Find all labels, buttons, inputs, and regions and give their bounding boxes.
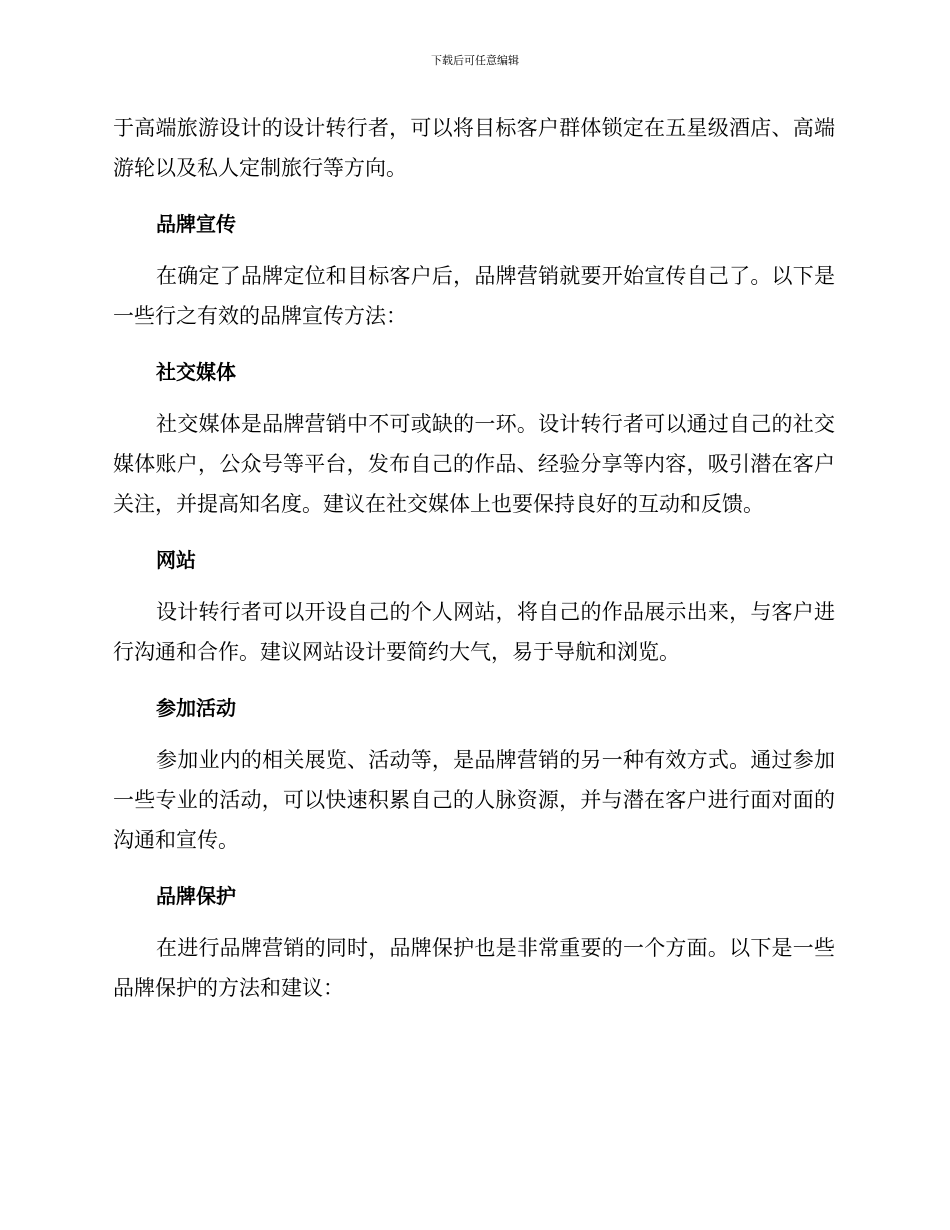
paragraph-website: 设计转行者可以开设自己的个人网站，将自己的作品展示出来，与客户进行沟通和合作。建议网站设计要简约大气，易于导航和浏览。 bbox=[113, 600, 835, 664]
paragraph-brand-protection: 在进行品牌营销的同时，品牌保护也是非常重要的一个方面。以下是一些品牌保护的方法和建议： bbox=[113, 936, 835, 1000]
paragraph-brand-promotion: 在确定了品牌定位和目标客户后，品牌营销就要开始宣传自己了。以下是一些行之有效的品牌宣传方法： bbox=[113, 264, 835, 328]
document-body bbox=[113, 108, 835, 1008]
paragraph-social-media: 社交媒体是品牌营销中不可或缺的一环。设计转行者可以通过自己的社交媒体账户，公众号等平台，发布自己的作品、经验分享等内容，吸引潜在客户关注，并提高知名度。建议在社交媒体上也要保持良好的互动和反馈。 bbox=[113, 412, 835, 516]
paragraph-intro-continued: 于高端旅游设计的设计转行者，可以将目标客户群体锁定在五星级酒店、高端游轮以及私人定制旅行等方向。 bbox=[113, 116, 835, 180]
heading-brand-promotion: 品牌宣传 bbox=[156, 212, 236, 236]
heading-events: 参加活动 bbox=[156, 696, 236, 720]
heading-brand-protection: 品牌保护 bbox=[156, 884, 236, 908]
page-header: 下载后可任意编辑 bbox=[431, 54, 519, 67]
heading-social-media: 社交媒体 bbox=[156, 360, 236, 384]
heading-website: 网站 bbox=[156, 548, 196, 572]
paragraph-events: 参加业内的相关展览、活动等，是品牌营销的另一种有效方式。通过参加一些专业的活动，可以快速积累自己的人脉资源，并与潜在客户进行面对面的沟通和宣传。 bbox=[113, 748, 835, 852]
